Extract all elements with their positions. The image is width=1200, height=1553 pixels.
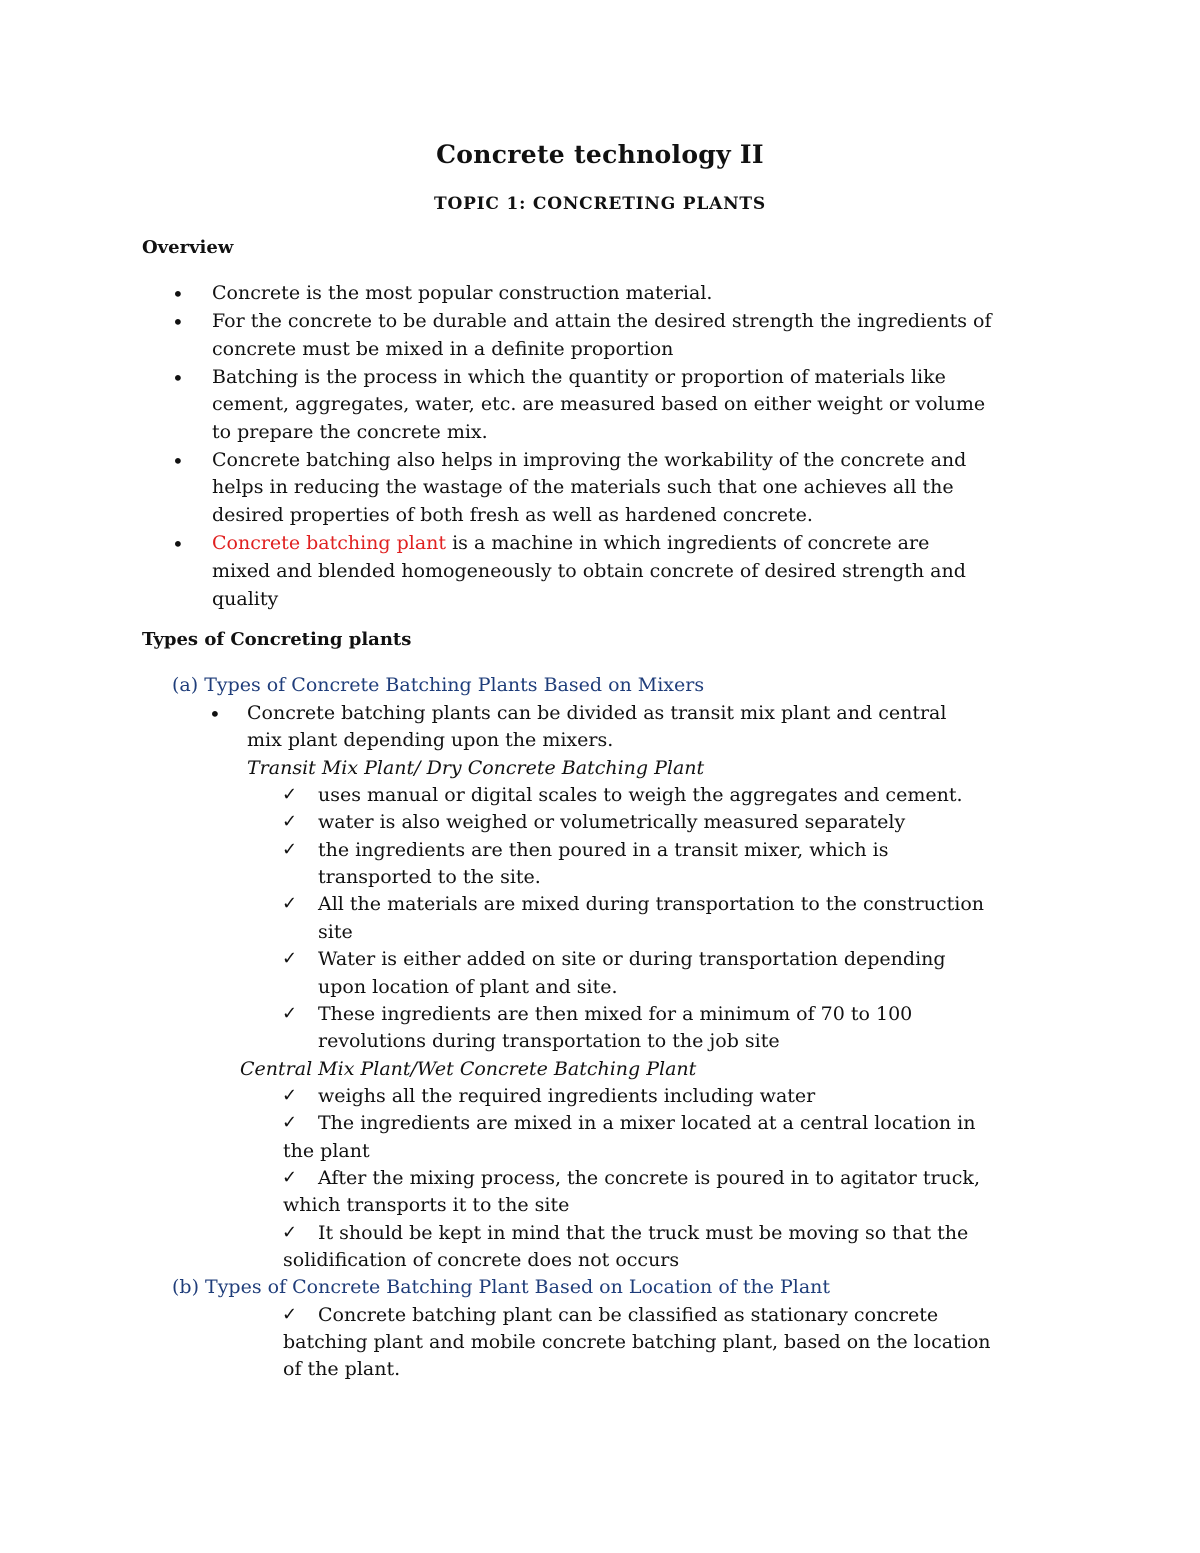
central-item-3-line-2: which transports it to the site: [283, 1194, 570, 1216]
check-icon: ✓: [282, 811, 298, 832]
section-b-item-line-2: batching plant and mobile concrete batching plant, based on the location: [283, 1331, 991, 1353]
check-icon: ✓: [282, 839, 298, 860]
section-b-item-line-1: Concrete batching plant can be classified as stationary concrete: [318, 1304, 939, 1326]
transit-item-4-line-1: All the materials are mixed during transportation to the construction: [318, 893, 985, 915]
overview-bullet-3-line-1: Batching is the process in which the quantity or proportion of materials like: [212, 366, 946, 388]
central-item-4-line-2: solidification of concrete does not occurs: [283, 1249, 680, 1271]
central-item-2-line-2: the plant: [283, 1140, 370, 1162]
section-a-bullet-line-1: Concrete batching plants can be divided as transit mix plant and central: [247, 702, 947, 724]
check-icon: ✓: [282, 1222, 298, 1243]
transit-item-3-line-2: transported to the site.: [318, 866, 541, 888]
transit-item-6-line-1: These ingredients are then mixed for a minimum of 70 to 100: [318, 1003, 913, 1025]
section-b-item-line-3: of the plant.: [283, 1358, 401, 1380]
document-title: Concrete technology II: [436, 140, 764, 169]
overview-bullet-4-line-2: helps in reducing the wastage of the materials such that one achieves all the: [212, 476, 954, 498]
check-icon: ✓: [282, 893, 298, 914]
bullet-icon: •: [172, 310, 184, 334]
batching-plant-term: Concrete batching plant: [212, 532, 447, 554]
check-icon: ✓: [282, 784, 298, 805]
central-item-3-line-1: After the mixing process, the concrete is poured in to agitator truck,: [318, 1167, 980, 1189]
check-icon: ✓: [282, 1112, 298, 1133]
section-a-bullet-line-2: mix plant depending upon the mixers.: [247, 729, 614, 751]
check-icon: ✓: [282, 1085, 298, 1106]
bullet-icon: •: [172, 366, 184, 390]
central-mix-title: Central Mix Plant/Wet Concrete Batching Plant: [240, 1058, 697, 1080]
bullet-icon: •: [209, 702, 221, 726]
topic-heading: TOPIC 1: CONCRETING PLANTS: [434, 194, 766, 214]
transit-item-3-line-1: the ingredients are then poured in a transit mixer, which is: [318, 839, 889, 861]
overview-bullet-5-line-3: quality: [212, 588, 279, 610]
transit-item-6-line-2: revolutions during transportation to the job site: [318, 1030, 780, 1052]
overview-bullet-3-line-3: to prepare the concrete mix.: [212, 421, 488, 443]
overview-bullet-2-line-2: concrete must be mixed in a definite proportion: [212, 338, 674, 360]
central-item-1: weighs all the required ingredients including water: [318, 1085, 816, 1107]
transit-item-5-line-2: upon location of plant and site.: [318, 976, 618, 998]
bullet-icon: •: [172, 449, 184, 473]
overview-heading: Overview: [142, 237, 234, 258]
transit-item-2: water is also weighed or volumetrically measured separately: [318, 811, 906, 833]
batching-plant-definition: is a machine in which ingredients of concrete are: [446, 532, 930, 554]
section-b-heading: (b) Types of Concrete Batching Plant Based on Location of the Plant: [172, 1276, 831, 1298]
overview-bullet-5-line-2: mixed and blended homogeneously to obtain concrete of desired strength and: [212, 560, 966, 582]
central-item-4-line-1: It should be kept in mind that the truck must be moving so that the: [318, 1222, 969, 1244]
transit-mix-title: Transit Mix Plant/ Dry Concrete Batching Plant: [247, 757, 705, 779]
overview-bullet-1: Concrete is the most popular construction material.: [212, 282, 713, 304]
overview-bullet-3-line-2: cement, aggregates, water, etc. are measured based on either weight or volume: [212, 393, 986, 415]
check-icon: ✓: [282, 1304, 298, 1325]
overview-bullet-4-line-1: Concrete batching also helps in improving the workability of the concrete and: [212, 449, 967, 471]
transit-item-1: uses manual or digital scales to weigh the aggregates and cement.: [318, 784, 963, 806]
types-heading: Types of Concreting plants: [142, 629, 412, 650]
check-icon: ✓: [282, 1167, 298, 1188]
bullet-icon: •: [172, 532, 184, 556]
check-icon: ✓: [282, 948, 298, 969]
section-a-heading: (a) Types of Concrete Batching Plants Based on Mixers: [172, 674, 705, 696]
overview-bullet-2-line-1: For the concrete to be durable and attain the desired strength the ingredients of: [212, 310, 992, 332]
transit-item-5-line-1: Water is either added on site or during transportation depending: [318, 948, 946, 970]
transit-item-4-line-2: site: [318, 921, 353, 943]
overview-bullet-4-line-3: desired properties of both fresh as well as hardened concrete.: [212, 504, 813, 526]
central-item-2-line-1: The ingredients are mixed in a mixer located at a central location in: [318, 1112, 976, 1134]
overview-bullet-5-line-1: [212, 529, 929, 557]
bullet-icon: •: [172, 282, 184, 306]
check-icon: ✓: [282, 1003, 298, 1024]
